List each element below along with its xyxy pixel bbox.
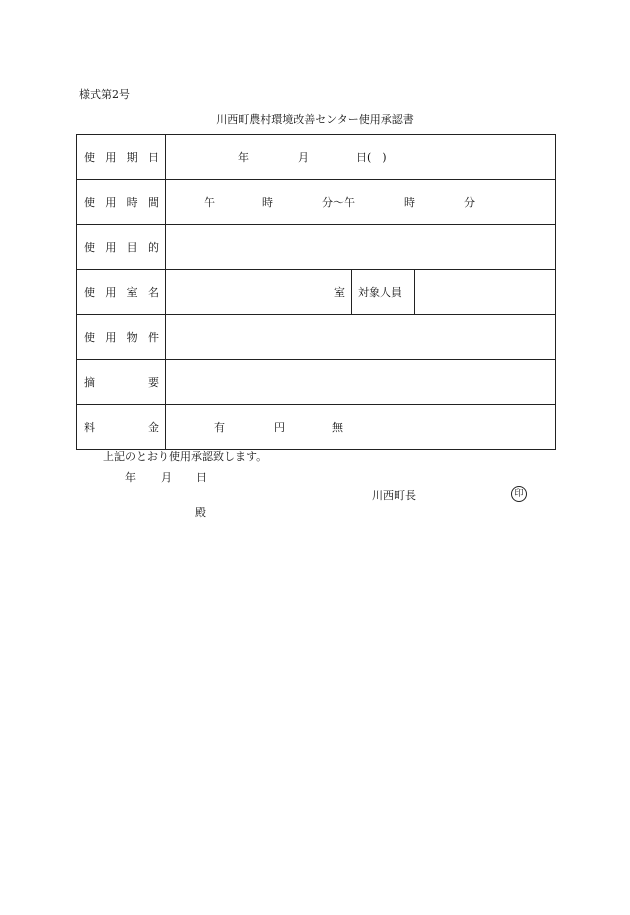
hour-from: 時 (262, 196, 273, 209)
row-usage-items (77, 315, 556, 360)
label-char: 用 (105, 151, 117, 164)
label-char: 使 (84, 241, 95, 254)
fee-paid: 有 (214, 421, 225, 434)
value-room-row (166, 270, 556, 315)
label-summary (77, 360, 166, 405)
label-usage-time (77, 180, 166, 225)
fee-yen: 円 (274, 421, 285, 434)
label-char: 用 (105, 331, 117, 344)
value-fee[interactable] (166, 405, 556, 450)
form-number: 様式第2号 (79, 88, 130, 101)
label-char: 件 (147, 331, 159, 344)
label-char: 名 (147, 286, 159, 299)
mayor-title: 川西町長 (372, 489, 416, 502)
approval-year: 年 (125, 471, 136, 484)
label-char: 用 (105, 196, 117, 209)
room-name-field[interactable] (166, 270, 352, 314)
label-char: 料 (84, 421, 95, 434)
label-char: 金 (148, 421, 159, 434)
row-room-name (77, 270, 556, 315)
label-usage-items (77, 315, 166, 360)
room-suffix: 室 (334, 286, 345, 299)
day-unit: 日( ) (356, 151, 387, 164)
row-usage-date (77, 135, 556, 180)
hour-to: 時 (404, 196, 415, 209)
approval-month: 月 (161, 471, 172, 484)
label-char: 間 (147, 196, 159, 209)
row-fee (77, 405, 556, 450)
label-usage-purpose (77, 225, 166, 270)
label-char: 用 (105, 286, 117, 299)
recipient-honorific: 殿 (195, 506, 206, 519)
value-usage-purpose[interactable] (166, 225, 556, 270)
usage-form-table (76, 134, 556, 450)
row-usage-time (77, 180, 556, 225)
document-title: 川西町農村環境改善センター使用承認書 (216, 113, 414, 126)
label-char: 摘 (84, 376, 95, 389)
target-persons-field[interactable] (415, 270, 555, 314)
label-char: 使 (84, 286, 95, 299)
month-unit: 月 (298, 151, 309, 164)
label-usage-date (77, 135, 166, 180)
row-summary (77, 360, 556, 405)
label-char: 期 (126, 151, 138, 164)
label-char: 時 (126, 196, 138, 209)
value-usage-items[interactable] (166, 315, 556, 360)
value-usage-date[interactable] (166, 135, 556, 180)
label-char: 使 (84, 151, 95, 164)
fee-free: 無 (332, 421, 343, 434)
approval-day: 日 (196, 471, 207, 484)
approval-note: 上記のとおり使用承認致します。 (103, 450, 268, 463)
label-char: 使 (84, 331, 95, 344)
target-persons-label-cell (352, 270, 415, 314)
seal-mark: 印 (511, 486, 527, 502)
value-usage-time[interactable] (166, 180, 556, 225)
label-char: 用 (105, 241, 117, 254)
row-usage-purpose (77, 225, 556, 270)
label-char: 要 (148, 376, 159, 389)
label-room-name (77, 270, 166, 315)
minute-to: 分 (464, 196, 475, 209)
label-char: 室 (126, 286, 138, 299)
ampm-from: 午 (204, 196, 215, 209)
value-summary[interactable] (166, 360, 556, 405)
label-char: 物 (126, 331, 138, 344)
label-char: 日 (147, 151, 159, 164)
year-unit: 年 (238, 151, 249, 164)
label-fee (77, 405, 166, 450)
label-char: 的 (147, 241, 159, 254)
target-persons-label: 対象人員 (358, 286, 402, 299)
label-char: 目 (126, 241, 138, 254)
label-char: 使 (84, 196, 95, 209)
minute-from-to: 分～午 (322, 196, 355, 209)
